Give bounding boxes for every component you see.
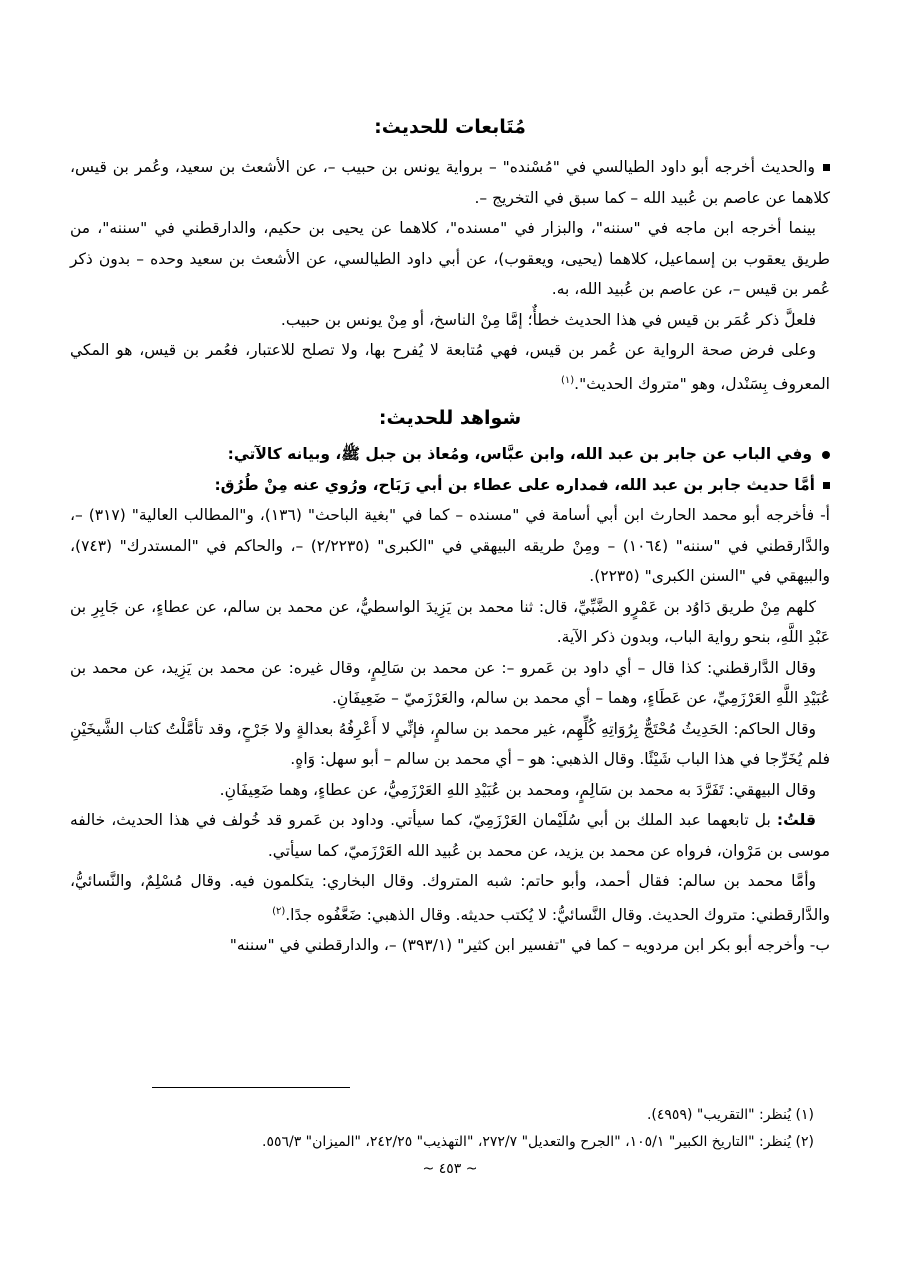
bullet-paragraph-1-text: وفي الباب عن جابر بن عبد الله، وابن عبَّاس، ومُعاذ بن جبل ﷺ، وبيانه كالآتي:	[227, 445, 812, 464]
bullet-paragraph-2	[70, 470, 830, 501]
paragraph-7: وقال الدَّارقطني: كذا قال – أي داود بن عَمرو –: عن محمد بن سَالِمٍ، وقال غيره: عن محمد بن يَزِيد، عن محمد بن عُبَيْدِ اللَّهِ العَرْزَمِيِّ، عن عَطَاءٍ، وهما – أي محمد بن سالم، والعَرْزَميّ – ضَعِيفَانِ.	[70, 658, 830, 708]
bullet-paragraph-1	[70, 439, 830, 470]
footnote-1: (١) يُنظر: "التقريب" (٤٩٥٩).	[646, 1107, 814, 1123]
paragraph-9: وقال البيهقي: تَفَرَّدَ به محمد بن سَالِمٍ، ومحمد بن عُبَيْدِ اللهِ العَرْزَمِيُّ، عن عطاءٍ، وهما ضَعِيفَانِ.	[219, 780, 816, 799]
paragraph-3: فلعلَّ ذكر عُمَر بن قيس في هذا الحديث خطأٌ؛ إمَّا مِنْ الناسخ، أو مِنْ يونس بن حبيب.	[280, 310, 816, 329]
footnote-ref-1[interactable]: (١)	[560, 374, 575, 386]
bullet-paragraph-2-text: أمَّا حديث جابر بن عبد الله، فمداره على عطاء بن أبي رَبَاح، ورُوي عنه مِنْ طُرُق:	[214, 475, 815, 494]
paragraph-8: وقال الحاكم: الحَدِيثُ مُحْتَجٌّ بِرُوَاتِهِ كُلِّهِم، غير محمد بن سالمٍ، فإنِّي لا أَعْرِفُهُ بعدالةٍ ولا جَرْحٍ، وقد تأمَّلْتُ كتاب الشَّيخَيْنِ فلم يُخَرِّجا في هذا الباب شَيْئًا. وقال الذهبي: هو – أي محمد بن سالم – أبو سهل: وَاهٍ.	[70, 719, 830, 769]
paragraph-10-lead: قلتُ:	[776, 811, 816, 830]
paragraph-1-text: والحديث أخرجه أبو داود الطيالسي في "مُسْنده" – برواية يونس بن حبيب –، عن الأشعث بن سعيد، وعُمر بن قيس، كلاهما عن عاصم بن عُبيد الله – كما سبق في التخريج –.	[70, 158, 830, 207]
section-heading-mutabaat: مُتَابعات للحديث:	[374, 116, 526, 138]
footnote-2: (٢) يُنظر: "التاريخ الكبير" ١٠٥/١، "الجرح والتعديل" ٢٧٢/٧، "التهذيب" ٢٤٢/٢٥، "الميزان" ٥٥٦/٣.	[261, 1134, 814, 1150]
paragraph-10-text: بل تابعهما عبد الملك بن أبي سُلَيْمان العَرْزَمِيّ، كما سيأتي. وداود بن عَمرو قد خُولف في هذا الحديث، خالفه موسى بن مَرْوان، فرواه عن محمد بن يزيد، عن محمد بن عُبيد الله العَرْزَميّ، كما سيأتي.	[70, 811, 830, 860]
paragraph-4-text: وعلى فرض صحة الرواية عن عُمر بن قيس، فهي مُتابعة لا يُفرح بها، ولا تصلح للاعتبار، فعُمر بن قيس، هو المكي المعروف بِسَنْدل، وهو "متروك الحديث".	[70, 341, 830, 393]
paragraph-2: بينما أخرجه ابن ماجه في "سننه"، والبزار في "مسنده"، كلاهما عن يحيى بن حكيم، والدارقطني في "سننه"، من طريق يعقوب بن إسماعيل، كلاهما (يحيى، ويعقوب)، عن أبي داود الطيالسي، عن الأشعث بن سعيد وحده – بدون ذكر عُمر بن قيس –، عن عاصم بن عُبيد الله، به.	[70, 219, 830, 298]
page-number: ~ ٤٥٣ ~	[422, 1161, 478, 1177]
footnotes	[70, 1102, 830, 1156]
paragraph-10	[70, 805, 830, 866]
paragraph-6: كلهم مِنْ طريق دَاوُد بن عَمْرٍو الضَّبِّيِّ، قال: ثنا محمد بن يَزِيدَ الواسطيُّ، عن محمد بن سالم، عن عطاءٍ، عن جَابِرِ بن عَبْدِ اللَّهِ، بنحو رواية الباب، وبدون ذكر الآية.	[70, 597, 830, 647]
paragraph-11-text: وأمَّا محمد بن سالم: فقال أحمد، وأبو حاتم: شبه المتروك. وقال البخاري: يتكلمون فيه. وقال مُسْلِمٌ، والنَّسائيُّ، والدَّارقطني: متروك الحديث. وقال النَّسائيُّ: لا يُكتب حديثه. وقال الذهبي: ضَعَّفُوه جدًا.	[70, 872, 830, 924]
paragraph-1	[70, 152, 830, 213]
paragraph-5: أ- فأخرجه أبو محمد الحارث ابن أبي أسامة في "مسنده – كما في "بغية الباحث" (١٣٦)، و"المطالب العالية" (٣١٧) –، والدَّارقطني في "سننه" (١٠٦٤) – ومِنْ طريقه البيهقي في "الكبرى" (٢/٢٢٣٥) –، والحاكم في "المستدرك" (٧٤٣)، والبيهقي في "السنن الكبرى" (٢٢٣٥).	[70, 506, 830, 586]
paragraph-12: ب- وأخرجه أبو بكر ابن مردويه – كما في "تفسير ابن كثير" (٣٩٣/١) –، والدارقطني في "سننه"	[229, 936, 830, 955]
footnote-divider	[152, 1087, 350, 1088]
square-bullet-icon	[823, 482, 830, 489]
square-bullet-icon	[823, 164, 830, 171]
round-bullet-icon	[822, 451, 830, 459]
paragraph-4	[70, 335, 830, 399]
page-body	[70, 112, 830, 961]
footnote-ref-2[interactable]: (٢)	[272, 905, 286, 917]
paragraph-11	[70, 866, 830, 930]
section-heading-shawahid: شواهد للحديث:	[378, 407, 522, 430]
